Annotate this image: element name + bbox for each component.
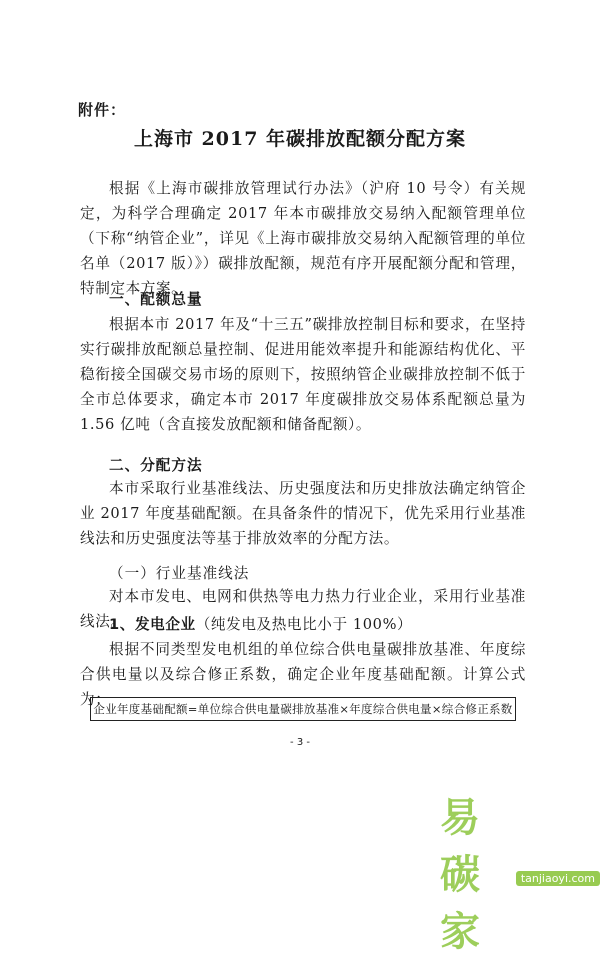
watermark-text: 易碳家 — [440, 795, 479, 955]
item1-lead: 1、发电企业 — [109, 616, 196, 633]
watermark-logo — [440, 786, 600, 957]
subsection1-paragraph: 对本市发电、电网和供热等电力热力行业企业，采用行业基准线法。 — [80, 588, 526, 630]
document-title: 上海市 2017 年碳排放配额分配方案 — [133, 128, 467, 150]
section1-paragraph: 根据本市 2017 年及“十三五”碳排放控制目标和要求，在坚持实行碳排放配额总量控制、促进用能效率提升和能源结构优化、平稳衔接全国碳交易市场的原则下，按照纳管企业碳排放控制不低于全市总体要求，确定本市 2017 年度碳排放交易体系配额总量为 1.56 亿吨（含直接发放配额和储备配额）。 — [80, 316, 526, 433]
intro-paragraph: 根据《上海市碳排放管理试行办法》（沪府 10 号令）有关规定，为科学合理确定 2017 年本市碳排放交易纳入配额管理单位（下称“纳管企业”，详见《上海市碳排放交易纳入配额管理的单位名单（2017 版）》）碳排放配额，规范有序开展配额分配和管理，特制定本方案。 — [80, 180, 526, 297]
section2-paragraph: 本市采取行业基准线法、历史强度法和历史排放法确定纳管企业 2017 年度基础配额。在具备条件的情况下，优先采用行业基准线法和历史强度法等基于排放效率的分配方法。 — [80, 480, 526, 547]
item1-note: （纯发电及热电比小于 100%） — [195, 616, 413, 633]
attachment-label: 附件： — [78, 101, 127, 119]
formula-box: 企业年度基础配额=单位综合供电量碳排放基准×年度综合供电量×综合修正系数 — [90, 697, 516, 721]
section1-heading: 一、配额总量 — [109, 291, 203, 308]
subsection1-heading: （一）行业基准线法 — [109, 565, 250, 582]
item1-paragraph: 根据不同类型发电机组的单位综合供电量碳排放基准、年度综合供电量以及综合修正系数，确定企业年度基础配额。计算公式为： — [80, 641, 526, 708]
watermark-site: tanjiaoyi.com — [516, 871, 600, 886]
item1-heading — [109, 613, 412, 634]
section2-heading: 二、分配方法 — [109, 457, 203, 474]
page-number: - 3 - — [290, 737, 310, 748]
